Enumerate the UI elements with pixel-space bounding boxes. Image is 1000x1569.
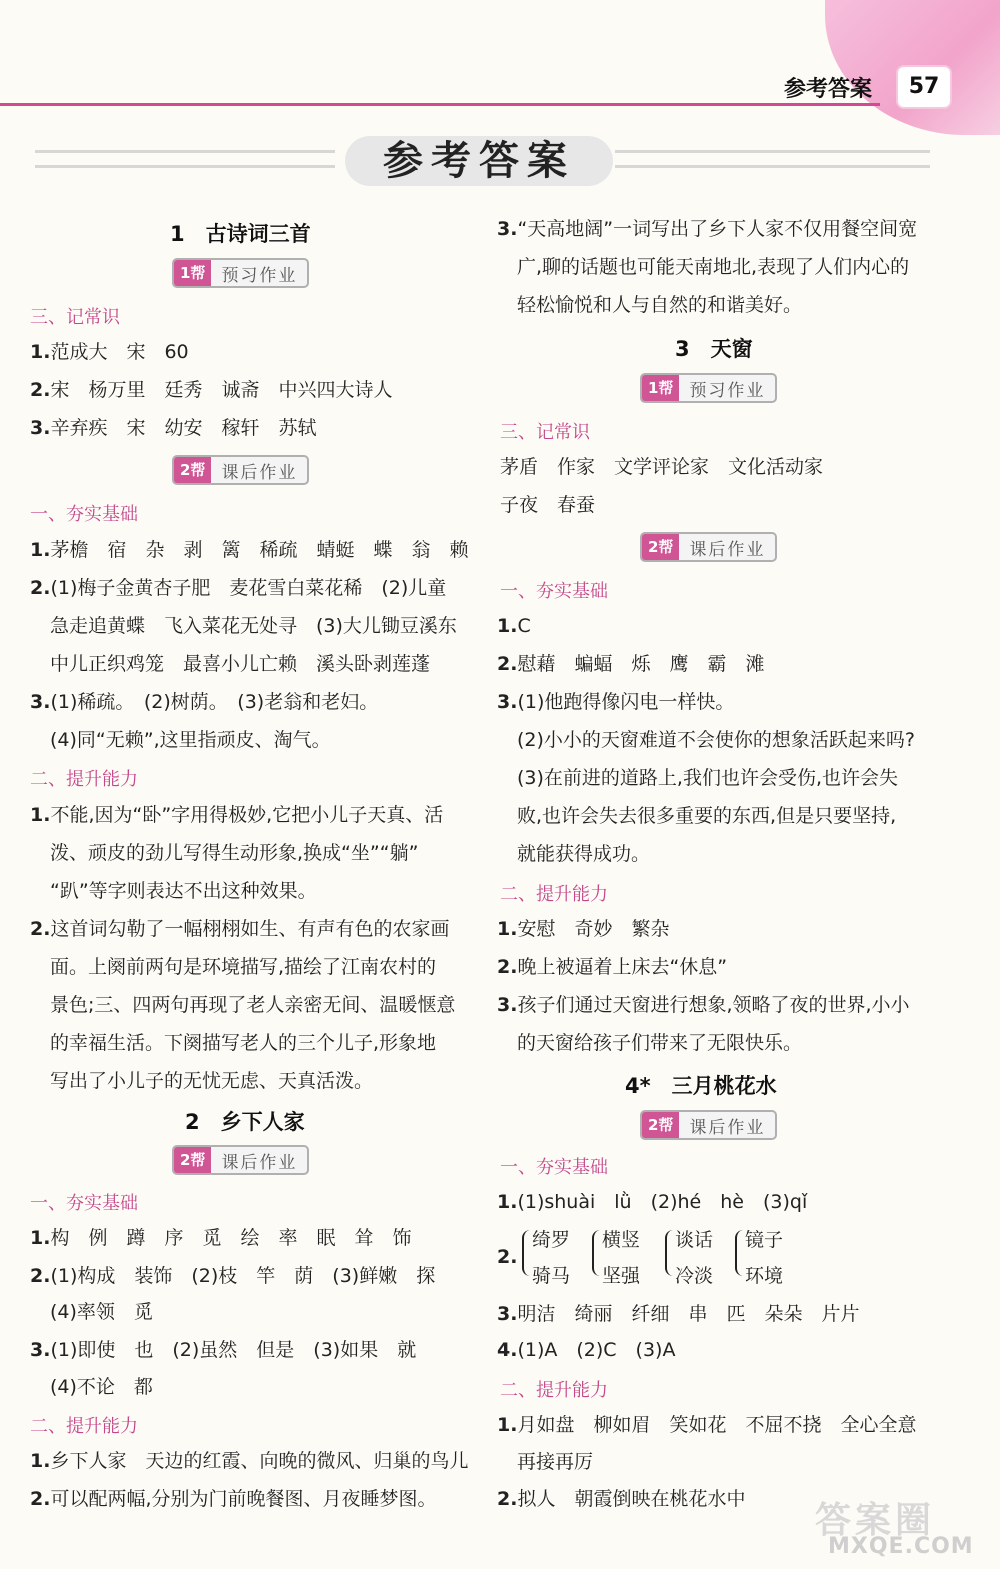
brace-icon xyxy=(522,1230,532,1276)
subhead-basics: 一、夯实基础 xyxy=(500,581,608,602)
answer-line: 1.茅檐 宿 杂 剥 篱 稀疏 蜻蜓 蝶 翁 赖 xyxy=(30,539,469,561)
badge-number: 1帮 xyxy=(174,260,211,286)
subhead-ability: 二、提升能力 xyxy=(30,1416,138,1437)
answer-line: (4)率领 觅 xyxy=(50,1301,153,1323)
badge-label: 课后作业 xyxy=(221,1152,298,1173)
section-title-3: 3 天窗 xyxy=(675,337,753,361)
answer-line: 急走追黄蝶 飞入菜花无处寻 (3)大儿锄豆溪东 xyxy=(50,615,457,637)
subhead-ability: 二、提升能力 xyxy=(30,769,138,790)
answer-line: 就能获得成功。 xyxy=(517,843,651,865)
answer-line: (4)不论 都 xyxy=(50,1376,153,1398)
word-pair-bottom: 坚强 xyxy=(602,1265,641,1287)
answer-line: 3.(1)他跑得像闪电一样快。 xyxy=(497,691,735,713)
answer-line: 轻松愉悦和人与自然的和谐美好。 xyxy=(517,294,803,316)
answer-line: 3.(1)即使 也 (2)虽然 但是 (3)如果 就 xyxy=(30,1339,417,1361)
badge-after-class-homework xyxy=(172,1145,309,1175)
answer-line: 2.(1)梅子金黄杏子肥 麦花雪白菜花稀 (2)儿童 xyxy=(30,577,447,599)
header-title: 参考答案 xyxy=(784,77,873,102)
badge-number: 2帮 xyxy=(174,457,211,483)
banner-rule-right xyxy=(615,150,930,168)
answer-line: 1.安慰 奇妙 繁杂 xyxy=(497,918,670,940)
word-pair-top: 横竖 xyxy=(602,1229,641,1251)
section-title-2: 2 乡下人家 xyxy=(185,1110,305,1134)
watermark-logo: 答案圈 xyxy=(815,1500,936,1541)
watermark-url: MXQE.COM xyxy=(828,1534,974,1559)
answer-line: 中儿正织鸡笼 最喜小儿亡赖 溪头卧剥莲蓬 xyxy=(50,653,431,675)
badge-number: 2帮 xyxy=(642,534,679,560)
answer-line: 3.孩子们通过天窗进行想象,领略了夜的世界,小小 xyxy=(497,994,910,1016)
answer-line: (2)小小的天窗难道不会使你的想象活跃起来吗? xyxy=(517,729,915,751)
answer-line: 2.晚上被逼着上床去“休息” xyxy=(497,956,728,978)
answer-label: 2. xyxy=(497,1246,518,1268)
answer-line: 败,也许会失去很多重要的东西,但是只要坚持, xyxy=(517,805,897,827)
badge-label: 课后作业 xyxy=(221,462,298,483)
answer-line: 景色;三、四两句再现了老人亲密无间、温暖惬意 xyxy=(50,994,456,1016)
answer-line: 1.范成大 宋 60 xyxy=(30,341,189,363)
subhead-basics: 一、夯实基础 xyxy=(500,1157,608,1178)
badge-number: 1帮 xyxy=(642,375,679,401)
answer-line: 面。上阕前两句是环境描写,描绘了江南农村的 xyxy=(50,956,437,978)
badge-after-class-homework xyxy=(172,455,309,485)
subhead-ability: 二、提升能力 xyxy=(500,1380,608,1401)
word-pair-top: 谈话 xyxy=(675,1229,714,1251)
answer-line: 写出了小儿子的无忧无虑、天真活泼。 xyxy=(50,1070,374,1092)
answer-line: 1.月如盘 柳如眉 笑如花 不屈不挠 全心全意 xyxy=(497,1414,917,1436)
page-number: 57 xyxy=(898,67,950,107)
section-title-1: 1 古诗词三首 xyxy=(170,222,311,246)
answer-line: 泼、顽皮的劲儿写得生动形象,换成“坐”“躺” xyxy=(50,842,419,864)
answer-line: “趴”等字则表达不出这种效果。 xyxy=(50,880,317,902)
badge-preview-homework xyxy=(640,373,777,403)
answer-line: (4)同“无赖”,这里指顽皮、淘气。 xyxy=(50,729,331,751)
answer-line: 的天窗给孩子们带来了无限快乐。 xyxy=(517,1032,803,1054)
answer-line: 3.“天高地阔”一词写出了乡下人家不仅用餐空间宽 xyxy=(497,218,918,240)
badge-label: 预习作业 xyxy=(221,265,298,286)
answer-line: 1.不能,因为“卧”字用得极妙,它把小儿子天真、活 xyxy=(30,804,444,826)
answer-line: 2.这首词勾勒了一幅栩栩如生、有声有色的农家画 xyxy=(30,918,450,940)
answer-line: 1.(1)shuài lǜ (2)hé hè (3)qǐ xyxy=(497,1191,808,1213)
answer-line: 1.构 例 蹲 序 觅 绘 率 眠 耸 饰 xyxy=(30,1227,412,1249)
badge-label: 课后作业 xyxy=(689,539,766,560)
word-pair-top: 镜子 xyxy=(745,1229,784,1251)
badge-number: 2帮 xyxy=(174,1147,211,1173)
answer-line: 2.(1)构成 装饰 (2)枝 竿 荫 (3)鲜嫩 探 xyxy=(30,1265,436,1287)
answer-line: 1.C xyxy=(497,615,531,637)
answer-line: (3)在前进的道路上,我们也许会受伤,也许会失 xyxy=(517,767,898,789)
answer-line: 4.(1)A (2)C (3)A xyxy=(497,1339,676,1361)
word-pair-top: 绮罗 xyxy=(532,1229,571,1251)
badge-preview-homework xyxy=(172,258,309,288)
answer-line: 3.(1)稀疏。 (2)树荫。 (3)老翁和老妇。 xyxy=(30,691,379,713)
word-pair-bottom: 骑马 xyxy=(532,1265,571,1287)
section-title-4: 4* 三月桃花水 xyxy=(625,1074,777,1098)
answer-line: 2.宋 杨万里 廷秀 诚斋 中兴四大诗人 xyxy=(30,379,393,401)
answer-line: 3.明洁 绮丽 纤细 串 匹 朵朵 片片 xyxy=(497,1303,860,1325)
answer-line: 2.慰藉 蝙蝠 烁 鹰 霸 滩 xyxy=(497,653,765,675)
answer-line: 3.辛弃疾 宋 幼安 稼轩 苏轼 xyxy=(30,417,317,439)
header-rule xyxy=(0,103,880,106)
badge-number: 2帮 xyxy=(642,1112,679,1138)
subhead-basics: 一、夯实基础 xyxy=(30,504,138,525)
answer-line: 子夜 春蚕 xyxy=(500,494,596,516)
subhead-basics: 一、夯实基础 xyxy=(30,1193,138,1214)
answer-line: 广,聊的话题也可能天南地北,表现了人们内心的 xyxy=(517,256,910,278)
banner-rule-left xyxy=(35,150,335,168)
answer-line: 2.拟人 朝霞倒映在桃花水中 xyxy=(497,1488,746,1510)
word-pair-bottom: 冷淡 xyxy=(675,1265,714,1287)
answer-line: 2.可以配两幅,分别为门前晚餐图、月夜睡梦图。 xyxy=(30,1488,437,1510)
word-pair-bottom: 环境 xyxy=(745,1265,784,1287)
subhead-ability: 二、提升能力 xyxy=(500,884,608,905)
page-title: 参考答案 xyxy=(383,138,575,184)
answer-line: 的幸福生活。下阕描写老人的三个儿子,形象地 xyxy=(50,1032,437,1054)
badge-label: 课后作业 xyxy=(689,1117,766,1138)
answer-line: 1.乡下人家 天边的红霞、向晚的微风、归巢的鸟儿 xyxy=(30,1450,469,1472)
answer-line: 再接再厉 xyxy=(517,1451,594,1473)
subhead-memory: 三、记常识 xyxy=(500,422,590,443)
badge-after-class-homework xyxy=(640,1110,777,1140)
brace-icon xyxy=(592,1230,602,1276)
brace-icon xyxy=(735,1230,745,1276)
badge-label: 预习作业 xyxy=(689,380,766,401)
brace-icon xyxy=(665,1230,675,1276)
subhead-memory: 三、记常识 xyxy=(30,307,120,328)
answer-line: 茅盾 作家 文学评论家 文化活动家 xyxy=(500,456,824,478)
badge-after-class-homework xyxy=(640,532,777,562)
